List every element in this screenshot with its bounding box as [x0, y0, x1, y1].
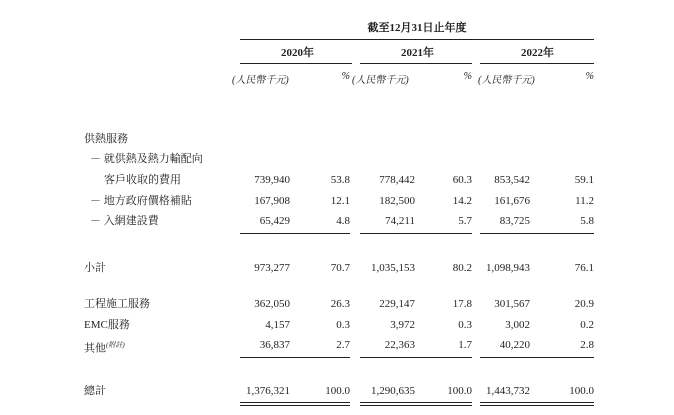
- other-label-text: 其他: [84, 342, 106, 355]
- pct-2021: %: [463, 71, 472, 82]
- value-cell: 161,676: [494, 195, 530, 207]
- value-cell: 778,442: [379, 174, 415, 186]
- pre-total-rule-2022: [480, 357, 594, 358]
- value-cell: 74,211: [385, 215, 415, 227]
- value-cell: 5.7: [458, 215, 472, 227]
- unit-2020: (人民幣千元): [232, 75, 289, 86]
- value-cell: 100.0: [569, 385, 594, 397]
- value-cell: 3,972: [390, 319, 415, 331]
- other-note: (附註): [106, 341, 125, 349]
- value-cell: 20.9: [574, 298, 594, 310]
- value-cell: 1,443,732: [486, 385, 530, 397]
- value-cell: 182,500: [379, 195, 415, 207]
- value-cell: 1,290,635: [371, 385, 415, 397]
- period-header: 截至12月31日止年度: [367, 22, 467, 34]
- period-rule: [240, 39, 594, 40]
- value-cell: 4.8: [336, 215, 350, 227]
- value-cell: 53.8: [330, 174, 350, 186]
- value-cell: 167,908: [254, 195, 290, 207]
- year-2020-header: 2020年: [281, 47, 314, 59]
- value-cell: 80.2: [452, 262, 472, 274]
- pct-2022: %: [585, 71, 594, 82]
- value-cell: 59.1: [574, 174, 594, 186]
- unit-2022: (人民幣千元): [478, 75, 535, 86]
- value-cell: 1,098,943: [486, 262, 530, 274]
- value-cell: 0.3: [458, 319, 472, 331]
- value-cell: 26.3: [330, 298, 350, 310]
- value-cell: 11.2: [575, 195, 594, 207]
- value-cell: 229,147: [379, 298, 415, 310]
- value-cell: 76.1: [574, 262, 594, 274]
- row-label-emc: EMC服務: [84, 319, 130, 331]
- section-title: 供熱服務: [84, 133, 128, 145]
- value-cell: 4,157: [265, 319, 290, 331]
- value-cell: 5.8: [580, 215, 594, 227]
- row-label-subtotal: 小計: [84, 262, 106, 274]
- value-cell: 1,035,153: [371, 262, 415, 274]
- value-cell: 0.3: [336, 319, 350, 331]
- total-double-rule-2020-a: [240, 402, 350, 403]
- value-cell: 739,940: [254, 174, 290, 186]
- section-rule-2021: [360, 233, 472, 234]
- section-rule-2022: [480, 233, 594, 234]
- value-cell: 100.0: [447, 385, 472, 397]
- year-2021-rule: [360, 63, 472, 64]
- value-cell: 83,725: [499, 215, 530, 227]
- pre-total-rule-2021: [360, 357, 472, 358]
- total-double-rule-2022-a: [480, 402, 594, 403]
- value-cell: 362,050: [254, 298, 290, 310]
- value-cell: 1.7: [458, 339, 472, 351]
- unit-2021: (人民幣千元): [352, 75, 409, 86]
- total-double-rule-2021-a: [360, 402, 472, 403]
- value-cell: 17.8: [452, 298, 472, 310]
- pre-total-rule-2020: [240, 357, 350, 358]
- row-label-other: [84, 339, 125, 356]
- value-cell: 2.8: [580, 339, 594, 351]
- row-label-customer-fees-2: 客戶收取的費用: [104, 174, 181, 186]
- value-cell: 301,567: [494, 298, 530, 310]
- total-double-rule-2022-b: [480, 405, 594, 406]
- value-cell: 100.0: [325, 385, 350, 397]
- value-cell: 1,376,321: [246, 385, 290, 397]
- value-cell: 60.3: [452, 174, 472, 186]
- row-label-customer-fees-1: － 就供熱及熱力輸配向: [90, 153, 203, 165]
- row-label-engineering: 工程施工服務: [84, 298, 150, 310]
- value-cell: 65,429: [259, 215, 290, 227]
- value-cell: 853,542: [494, 174, 530, 186]
- value-cell: 70.7: [330, 262, 350, 274]
- section-rule-2020: [240, 233, 350, 234]
- total-double-rule-2021-b: [360, 405, 472, 406]
- total-double-rule-2020-b: [240, 405, 350, 406]
- value-cell: 36,837: [259, 339, 290, 351]
- row-label-subsidy: － 地方政府價格補貼: [90, 195, 192, 207]
- value-cell: 973,277: [254, 262, 290, 274]
- row-label-total: 總計: [84, 385, 106, 397]
- year-2022-header: 2022年: [521, 47, 554, 59]
- value-cell: 14.2: [452, 195, 472, 207]
- pct-2020: %: [341, 71, 350, 82]
- value-cell: 2.7: [336, 339, 350, 351]
- row-label-connection-fee: － 入網建設費: [90, 215, 159, 227]
- value-cell: 22,363: [384, 339, 415, 351]
- year-2022-rule: [480, 63, 594, 64]
- value-cell: 0.2: [580, 319, 594, 331]
- value-cell: 3,002: [505, 319, 530, 331]
- year-2021-header: 2021年: [401, 47, 434, 59]
- value-cell: 12.1: [330, 195, 350, 207]
- year-2020-rule: [240, 63, 352, 64]
- value-cell: 40,220: [499, 339, 530, 351]
